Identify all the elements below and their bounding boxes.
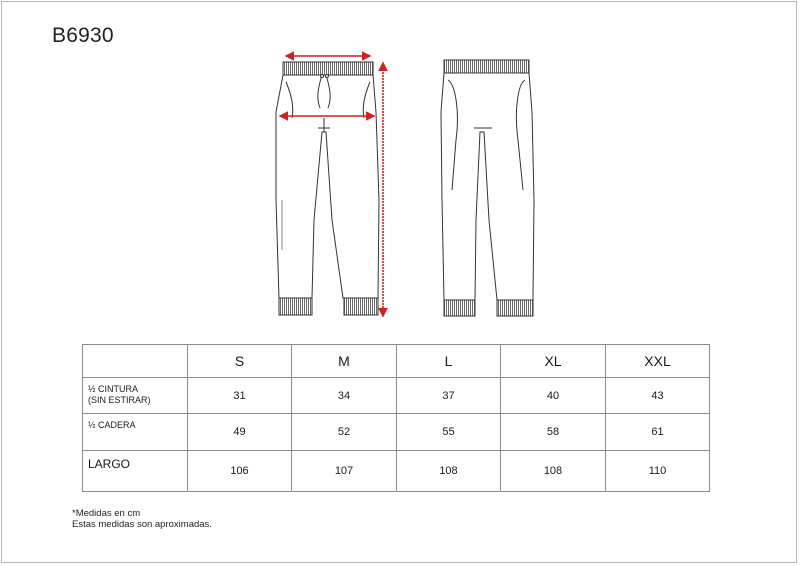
cell-value: 107 <box>292 451 397 492</box>
cell-value: 34 <box>292 378 397 414</box>
cell-value: 31 <box>188 378 292 414</box>
back-pants-drawing <box>441 60 534 316</box>
cell-value: 61 <box>606 414 710 451</box>
size-header-l: L <box>397 345 501 378</box>
size-header-xl: XL <box>501 345 606 378</box>
corner-cell <box>83 345 188 378</box>
table-row <box>83 451 710 492</box>
cell-value: 108 <box>501 451 606 492</box>
cell-value: 37 <box>397 378 501 414</box>
row-label-hip: ½ CADERA <box>83 414 188 451</box>
footnotes <box>72 508 212 530</box>
table-row <box>83 414 710 451</box>
row-label-length: LARGO <box>83 451 188 492</box>
cell-value: 43 <box>606 378 710 414</box>
cell-value: 110 <box>606 451 710 492</box>
size-table <box>82 344 710 492</box>
cell-value: 108 <box>397 451 501 492</box>
cell-value: 49 <box>188 414 292 451</box>
table-row <box>83 378 710 414</box>
cell-value: 40 <box>501 378 606 414</box>
cell-value: 55 <box>397 414 501 451</box>
cell-value: 52 <box>292 414 397 451</box>
size-header-m: M <box>292 345 397 378</box>
note-units: *Medidas en cm <box>72 508 141 519</box>
cell-value: 58 <box>501 414 606 451</box>
product-code: B6930 <box>52 24 114 47</box>
row-label-waist: ½ CINTURA (SIN ESTIRAR) <box>83 378 188 414</box>
size-header-s: S <box>188 345 292 378</box>
cell-value: 106 <box>188 451 292 492</box>
note-approximate: Estas medidas son aproximadas. <box>72 519 212 530</box>
size-header-xxl: XXL <box>606 345 710 378</box>
front-pants-drawing <box>276 62 379 315</box>
